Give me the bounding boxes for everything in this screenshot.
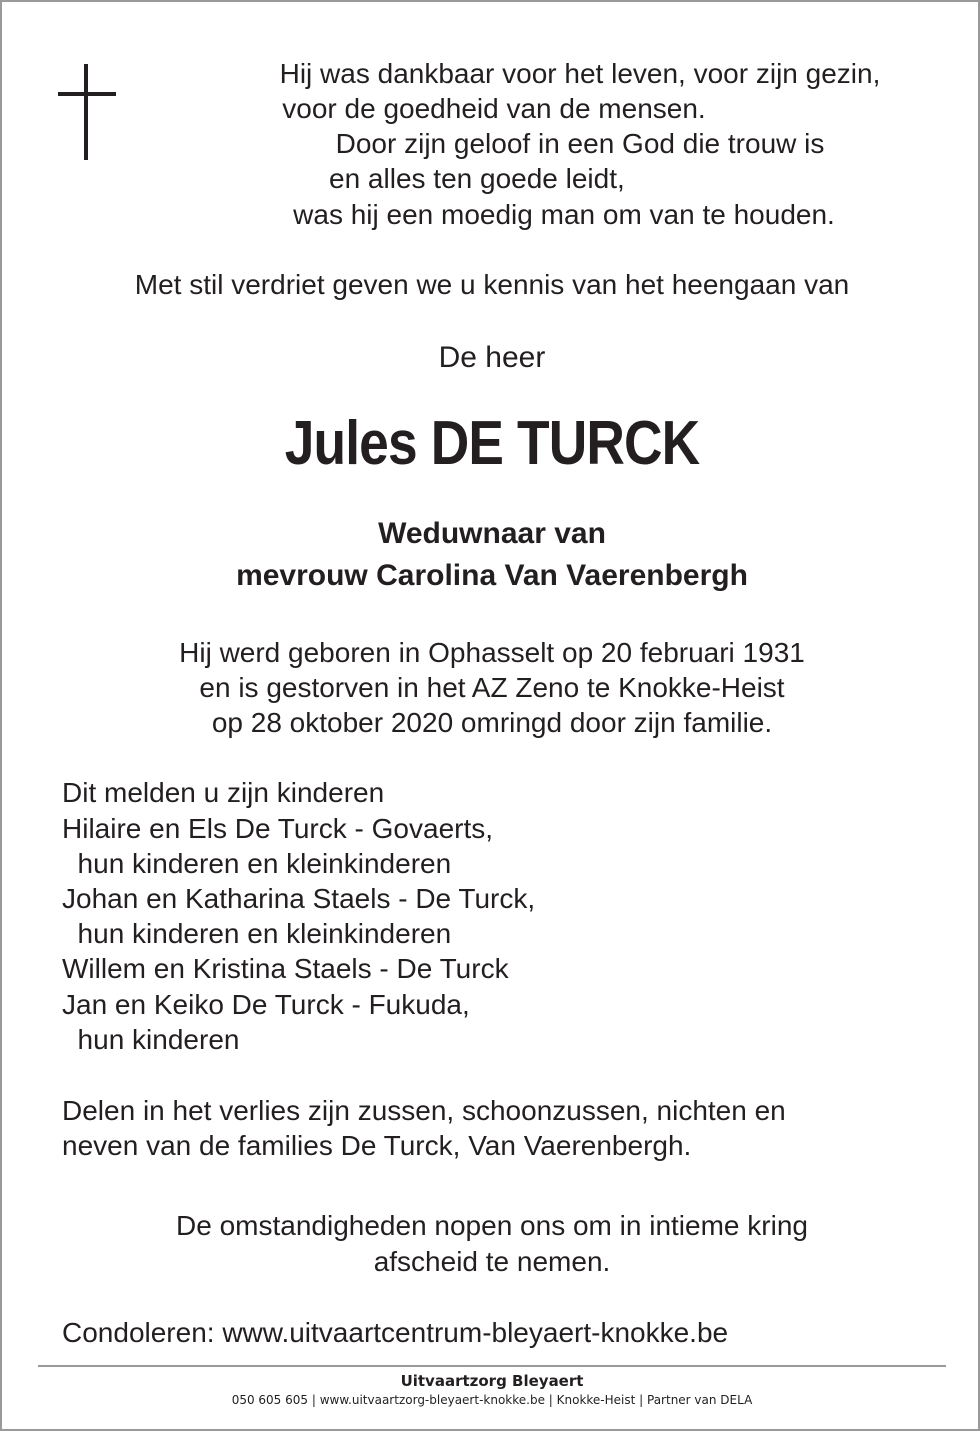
family-line-8: hun kinderen xyxy=(62,1024,240,1055)
poem-line-2: voor de goedheid van de mensen. xyxy=(282,93,706,124)
poem-line-3: Door zijn geloof in een God die trouw is xyxy=(335,128,825,159)
deceased-name: Jules DE TURCK xyxy=(284,409,700,478)
footer-title: Uitvaartzorg Bleyaert xyxy=(400,1372,584,1390)
circumstances-line-1: De omstandigheden nopen ons om in intieme kring xyxy=(176,1210,808,1241)
life-line-3: op 28 oktober 2020 omringd door zijn familie. xyxy=(211,707,773,738)
widower-line-1: Weduwnaar van xyxy=(378,517,606,550)
family-line-3: hun kinderen en kleinkinderen xyxy=(62,848,452,879)
widower-line-2: mevrouw Carolina Van Vaerenbergh xyxy=(236,559,748,592)
family-line-1: Dit melden u zijn kinderen xyxy=(62,777,385,808)
life-line-2: en is gestorven in het AZ Zeno te Knokke-Heist xyxy=(199,672,785,703)
poem-line-5: was hij een moedig man om van te houden. xyxy=(293,199,835,230)
footer-divider xyxy=(38,1365,946,1367)
relatives-line-2: neven van de families De Turck, Van Vaerenbergh. xyxy=(62,1130,692,1161)
family-line-4: Johan en Katharina Staels - De Turck, xyxy=(62,883,536,914)
family-line-7: Jan en Keiko De Turck - Fukuda, xyxy=(62,989,470,1020)
footer-info: 050 605 605 | www.uitvaartzorg-bleyaert-knokke.be | Knokke-Heist | Partner van DELA xyxy=(231,1393,753,1407)
family-line-5: hun kinderen en kleinkinderen xyxy=(62,918,452,949)
life-line-1: Hij werd geboren in Ophasselt op 20 februari 1931 xyxy=(179,637,805,668)
family-line-6: Willem en Kristina Staels - De Turck xyxy=(62,953,509,984)
poem-line-4: en alles ten goede leidt, xyxy=(329,163,625,194)
condolences-link[interactable]: Condoleren: www.uitvaartcentrum-bleyaert-knokke.be xyxy=(62,1317,729,1348)
relatives-line-1: Delen in het verlies zijn zussen, schoonzussen, nichten en xyxy=(62,1095,786,1126)
circumstances-line-2: afscheid te nemen. xyxy=(373,1246,611,1277)
family-line-2: Hilaire en Els De Turck - Govaerts, xyxy=(62,813,494,844)
announcement: Met stil verdriet geven we u kennis van het heengaan van xyxy=(134,269,850,300)
honorific: De heer xyxy=(438,341,546,374)
poem-line-1: Hij was dankbaar voor het leven, voor zijn gezin, xyxy=(279,58,881,89)
